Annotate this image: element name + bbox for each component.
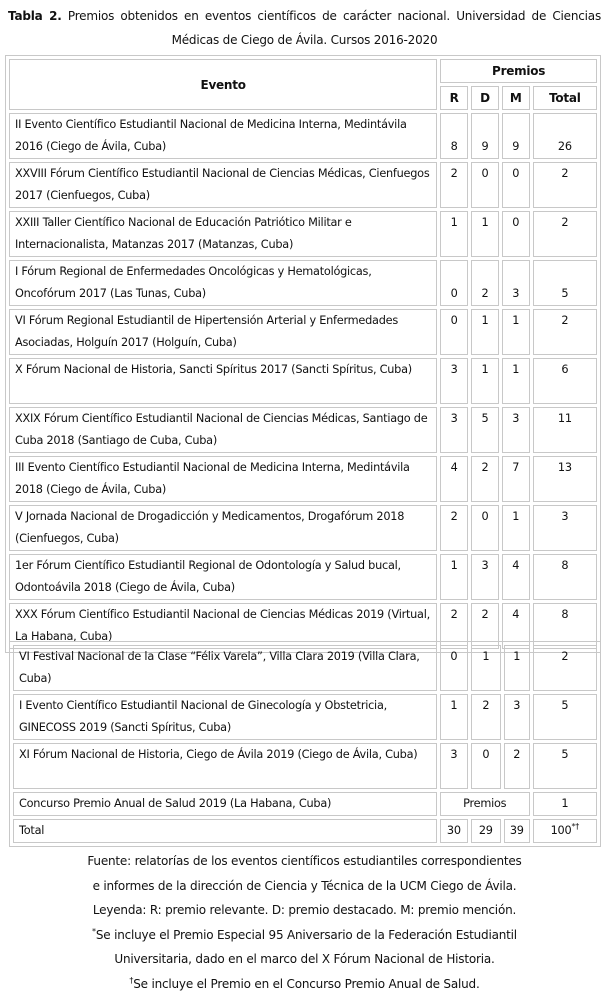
cell-evento: VI Festival Nacional de la Clase “Félix Varela”, Villa Clara 2019 (Villa Clara, Cuba) xyxy=(13,645,437,691)
cell-d: 1 xyxy=(471,211,499,257)
note-1-mark: * xyxy=(92,926,96,936)
cell-d: 1 xyxy=(471,358,499,404)
cell-evento: XI Fórum Nacional de Historia, Ciego de Ávila 2019 (Ciego de Ávila, Cuba) xyxy=(13,743,437,789)
table-row xyxy=(9,554,597,600)
cell-m: 3 xyxy=(502,407,530,453)
cell-total-r: 30 xyxy=(440,819,468,843)
cell-r: 1 xyxy=(440,694,468,740)
cell-total: 3 xyxy=(533,505,597,551)
header-evento: Evento xyxy=(9,59,437,110)
cell-evento: X Fórum Nacional de Historia, Sancti Spíritus 2017 (Sancti Spíritus, Cuba) xyxy=(9,358,437,404)
table-row xyxy=(13,743,597,789)
cell-m: 1 xyxy=(502,309,530,355)
cell-r: 2 xyxy=(440,162,468,208)
awards-table xyxy=(5,55,601,653)
table-row xyxy=(9,505,597,551)
cell-evento: XXX Fórum Científico Estudiantil Nacional de Ciencias Médicas 2019 (Virtual, La Habana, Cuba) xyxy=(9,603,437,649)
cell-total: 6 xyxy=(533,358,597,404)
cell-evento: I Evento Científico Estudiantil Nacional de Ginecología y Obstetricia, GINECOSS 2019 (Sancti Spíritus, Cuba) xyxy=(13,694,437,740)
cell-m: 2 xyxy=(504,743,530,789)
legend-line: Leyenda: R: premio relevante. D: premio destacado. M: premio mención. xyxy=(92,903,517,917)
cell-total: 5 xyxy=(533,694,597,740)
cell-total: 2 xyxy=(533,211,597,257)
cell-d: 1 xyxy=(471,645,501,691)
awards-table-continued xyxy=(9,641,601,847)
table-row xyxy=(9,407,597,453)
cell-r: 1 xyxy=(440,554,468,600)
source-line-2: e informes de la dirección de Ciencia y Técnica de la UCM Ciego de Ávila. xyxy=(92,878,517,893)
note-2 xyxy=(0,972,609,996)
table-row-concurso xyxy=(13,792,597,816)
cell-r: 0 xyxy=(440,645,468,691)
cell-evento: XXVIII Fórum Científico Estudiantil Nacional de Ciencias Médicas, Cienfuegos 2017 (Cienfuegos, Cuba) xyxy=(9,162,437,208)
cell-evento: XXIII Taller Científico Nacional de Educación Patriótico Militar e Internacionalista, Matanzas 2017 (Matanzas, Cuba) xyxy=(9,211,437,257)
cell-d: 9 xyxy=(471,113,499,159)
cell-r: 2 xyxy=(440,603,468,649)
cell-d: 2 xyxy=(471,456,499,502)
source-line-1: Fuente: relatorías de los eventos científicos estudiantiles correspondientes xyxy=(87,854,522,868)
cell-total: 26 xyxy=(533,113,597,159)
cell-d: 1 xyxy=(471,309,499,355)
cell-premios: Premios xyxy=(440,792,530,816)
table-row xyxy=(9,113,597,159)
cell-m: 1 xyxy=(502,358,530,404)
table-row xyxy=(9,162,597,208)
cell-r: 2 xyxy=(440,505,468,551)
cell-evento: V Jornada Nacional de Drogadicción y Medicamentos, Drogafórum 2018 (Cienfuegos, Cuba) xyxy=(9,505,437,551)
cell-evento: VI Fórum Regional Estudiantil de Hipertensión Arterial y Enfermedades Asociadas, Holguín 2017 (Holguín, Cuba) xyxy=(9,309,437,355)
note-1 xyxy=(0,923,609,948)
cell-r: 1 xyxy=(440,211,468,257)
cell-m: 1 xyxy=(504,645,530,691)
cell-m: 0 xyxy=(502,162,530,208)
cell-evento: III Evento Científico Estudiantil Nacional de Medicina Interna, Medintávila 2018 (Ciego de Ávila, Cuba) xyxy=(9,456,437,502)
cell-r: 8 xyxy=(440,113,468,159)
header-total: Total xyxy=(533,86,597,110)
table-caption xyxy=(8,4,601,52)
cell-d: 0 xyxy=(471,162,499,208)
cell-r: 3 xyxy=(440,407,468,453)
cell-total-d: 29 xyxy=(471,819,501,843)
cell-d: 2 xyxy=(471,260,499,306)
cell-d: 0 xyxy=(471,505,499,551)
cell-r: 0 xyxy=(440,260,468,306)
cell-m: 0 xyxy=(502,211,530,257)
cell-m: 1 xyxy=(502,505,530,551)
cell-total: 5 xyxy=(533,743,597,789)
caption-text: Premios obtenidos en eventos científicos de carácter nacional. Universidad de Ciencias Médicas de Ciego de Ávila. Cursos 2016-2020 xyxy=(67,9,601,47)
note-1-text: Se incluye el Premio Especial 95 Aniversario de la Federación Estudiantil xyxy=(95,927,517,942)
table-row xyxy=(9,260,597,306)
table-footer xyxy=(0,849,609,996)
cell-r: 4 xyxy=(440,456,468,502)
note-2-text: Se incluye el Premio en el Concurso Premio Anual de Salud. xyxy=(133,976,480,991)
cell-m: 4 xyxy=(502,554,530,600)
cell-total: 2 xyxy=(533,162,597,208)
cell-evento: 1er Fórum Científico Estudiantil Regional de Odontología y Salud bucal, Odontoávila 2018 (Ciego de Ávila, Cuba) xyxy=(9,554,437,600)
cell-total: 8 xyxy=(533,603,597,649)
cell-m: 9 xyxy=(502,113,530,159)
header-premios: Premios xyxy=(440,59,597,83)
cell-total: 11 xyxy=(533,407,597,453)
cell-m: 4 xyxy=(502,603,530,649)
table-row xyxy=(13,645,597,691)
cell-evento: XXIX Fórum Científico Estudiantil Nacional de Ciencias Médicas, Santiago de Cuba 2018 (Santiago de Cuba, Cuba) xyxy=(9,407,437,453)
cell-total-label: Total xyxy=(13,819,437,843)
cell-r: 0 xyxy=(440,309,468,355)
cell-m: 3 xyxy=(502,260,530,306)
table-row xyxy=(9,358,597,404)
table-row xyxy=(13,694,597,740)
table-row xyxy=(9,309,597,355)
cell-total: 13 xyxy=(533,456,597,502)
cell-r: 3 xyxy=(440,358,468,404)
cell-evento: II Evento Científico Estudiantil Nacional de Medicina Interna, Medintávila 2016 (Ciego de Ávila, Cuba) xyxy=(9,113,437,159)
cell-total: 2 xyxy=(533,309,597,355)
cell-total: 5 xyxy=(533,260,597,306)
table-row xyxy=(9,456,597,502)
note-1-cont: Universitaria, dado en el marco del X Fórum Nacional de Historia. xyxy=(114,952,495,966)
table-row-total xyxy=(13,819,597,843)
footnote-marks: *† xyxy=(571,822,579,832)
cell-total-m: 39 xyxy=(504,819,530,843)
cell-total-total xyxy=(533,819,597,843)
note-2-mark: † xyxy=(129,975,134,985)
header-d: D xyxy=(471,86,499,110)
cell-d: 2 xyxy=(471,694,501,740)
header-r: R xyxy=(440,86,468,110)
cell-evento: I Fórum Regional de Enfermedades Oncológicas y Hematológicas, Oncofórum 2017 (Las Tunas, Cuba) xyxy=(9,260,437,306)
cell-d: 2 xyxy=(471,603,499,649)
grand-total: 100 xyxy=(550,824,572,837)
cell-r: 3 xyxy=(440,743,468,789)
caption-label: Tabla 2. xyxy=(8,9,62,23)
cell-d: 5 xyxy=(471,407,499,453)
cell-m: 3 xyxy=(504,694,530,740)
table-row xyxy=(9,211,597,257)
cell-m: 7 xyxy=(502,456,530,502)
header-m: M xyxy=(502,86,530,110)
cell-total: 1 xyxy=(533,792,597,816)
cell-evento: Concurso Premio Anual de Salud 2019 (La Habana, Cuba) xyxy=(13,792,437,816)
cell-total: 2 xyxy=(533,645,597,691)
cell-d: 0 xyxy=(471,743,501,789)
cell-d: 3 xyxy=(471,554,499,600)
cell-total: 8 xyxy=(533,554,597,600)
